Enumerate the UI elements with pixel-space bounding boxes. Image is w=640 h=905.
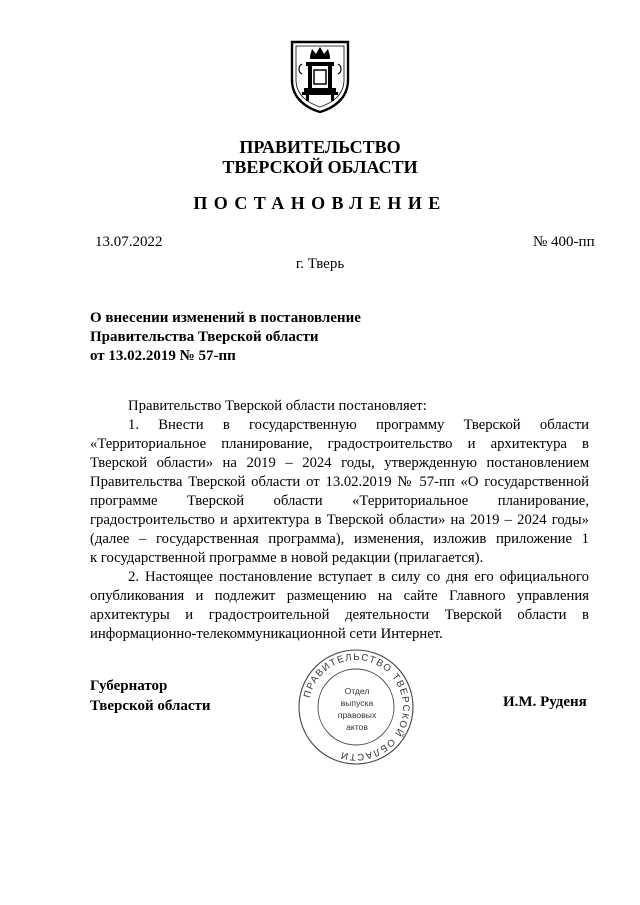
- stamp-center-line: Отдел: [344, 686, 370, 696]
- document-subject: [90, 309, 361, 366]
- document-type-heading: ПОСТАНОВЛЕНИЕ: [193, 193, 447, 213]
- paragraph-1-line: Правительства Тверской области от 13.02.2019 № 57-пп «О государственной: [90, 474, 589, 490]
- stamp-center-line: актов: [346, 722, 368, 732]
- paragraph-1-line: (далее – государственная программа), изменения, изложив приложение 1: [90, 531, 589, 547]
- government-title-line2: ТВЕРСКОЙ ОБЛАСТИ: [222, 157, 418, 177]
- tver-coat-of-arms-emblem: [288, 36, 352, 114]
- paragraph-2-line: информационно-телекоммуникационной сети Интернет.: [90, 626, 443, 642]
- document-city: г. Тверь: [295, 256, 345, 272]
- government-title-line1: ПРАВИТЕЛЬСТВО: [239, 137, 401, 157]
- official-stamp: [296, 647, 416, 767]
- stamp-center-line: правовых: [337, 710, 377, 720]
- paragraph-1-line: программе Тверской области «Территориальное планирование,: [90, 493, 589, 509]
- paragraph-1-line: градостроительство и архитектура в Тверской области» на 2019 – 2024 годы»: [90, 512, 589, 528]
- paragraph-1-line: 1. Внести в государственную программу Тверской области: [128, 417, 589, 433]
- signatory-position: [90, 676, 211, 716]
- paragraph-2-line: опубликования и подлежит размещению на сайте Главного управления: [90, 588, 589, 604]
- subject-line: от 13.02.2019 № 57-пп: [90, 348, 236, 364]
- paragraph-1-line: Тверской области» на 2019 – 2024 годы, утвержденную постановлением: [90, 455, 589, 471]
- position-line: Губернатор: [90, 678, 168, 694]
- stamp-ring-text: ПРАВИТЕЛЬСТВО ТВЕРСКОЙ ОБЛАСТИ: [301, 651, 412, 763]
- subject-line: О внесении изменений в постановление: [90, 310, 361, 326]
- paragraph-2-line: архитектуры и градостроительной деятельности Тверской области в: [90, 607, 589, 623]
- signatory-name: И.М. Руденя: [503, 694, 587, 710]
- paragraph-1-line: «Территориальное планирование, градостроительство и архитектура в: [90, 436, 589, 452]
- paragraph-2-line: 2. Настоящее постановление вступает в силу со дня его официального: [128, 569, 589, 585]
- document-date: 13.07.2022: [95, 234, 163, 250]
- stamp-center-line: выпуска: [340, 698, 374, 708]
- paragraph-1-line: к государственной программе в новой редакции (прилагается).: [90, 550, 484, 566]
- resolution-intro: Правительство Тверской области постановляет:: [128, 398, 427, 414]
- document-number: № 400-пп: [533, 234, 595, 250]
- subject-line: Правительства Тверской области: [90, 329, 319, 345]
- position-line: Тверской области: [90, 698, 211, 714]
